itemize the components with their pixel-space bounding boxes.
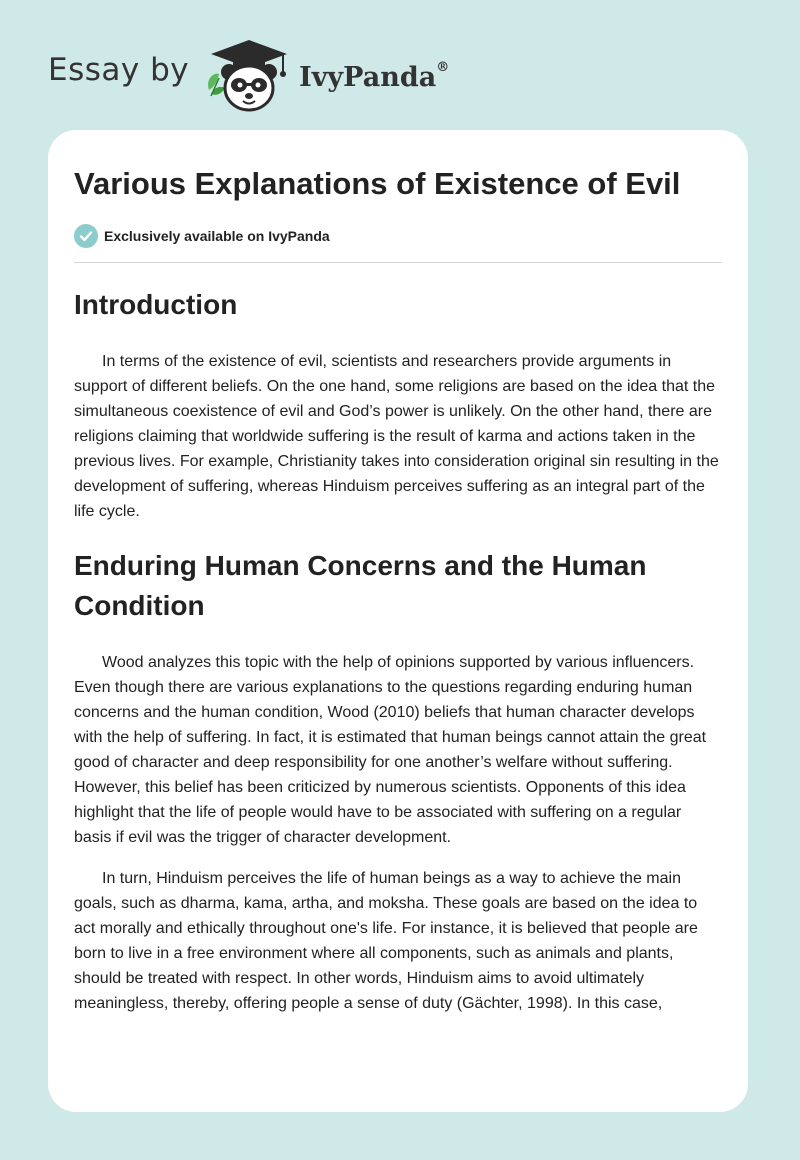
paragraph: In terms of the existence of evil, scientists and researchers provide arguments in support of different beliefs. On the one hand, some religions are based on the idea that the simultaneous coexistence of evil and God’s power is unlikely. On the other hand, there are religions claiming that worldwide suffering is the result of karma and actions taken in the previous lives. For example, Christianity takes into consideration original sin resulting in the development of suffering, whereas Hinduism perceives suffering as an integral part of the life cycle. — [74, 353, 719, 520]
checkmark-icon — [74, 224, 98, 248]
paragraph: Wood analyzes this topic with the help of opinions supported by various influencers. Even though there are various explanations to the questions regarding enduring human concerns and the human condition, Wood (2010) beliefs that human character develops with the help of suffering. In fact, it is estimated that human beings cannot attain the great good of character and deep responsibility for one another’s welfare without suffering. However, this belief has been criticized by numerous scientists. Opponents of this idea highlight that the life of people would have to be associated with suffering on a regular basis if evil was the trigger of character development. — [74, 654, 707, 846]
essay-title: Various Explanations of Existence of Evil — [74, 166, 681, 201]
exclusive-badge — [74, 224, 722, 248]
section-heading-introduction: Introduction — [74, 289, 238, 320]
site-header — [48, 34, 748, 114]
trademark-symbol: ® — [436, 59, 450, 75]
exclusive-label: Exclusively available on IvyPanda — [104, 228, 330, 244]
panda-logo-icon[interactable] — [203, 38, 295, 114]
essay-by-label: Essay by — [48, 52, 190, 88]
section-heading-enduring-human-concerns: Enduring Human Concerns and the Human Condition — [74, 550, 647, 621]
brand-name[interactable]: IvyPanda® — [299, 59, 450, 93]
paragraph: In turn, Hinduism perceives the life of human beings as a way to achieve the main goals, such as dharma, kama, artha, and moksha. These goals are based on the idea to act morally and ethically throughout one's life. For instance, it is believed that people are born to live in a free environment where all components, such as animals and plants, should be treated with respect. In other words, Hinduism aims to avoid ultimately meaningless, thereby, offering people a sense of duty (Gächter, 1998). In this case, — [74, 870, 698, 1012]
essay-card — [48, 130, 748, 1112]
divider — [74, 262, 722, 263]
